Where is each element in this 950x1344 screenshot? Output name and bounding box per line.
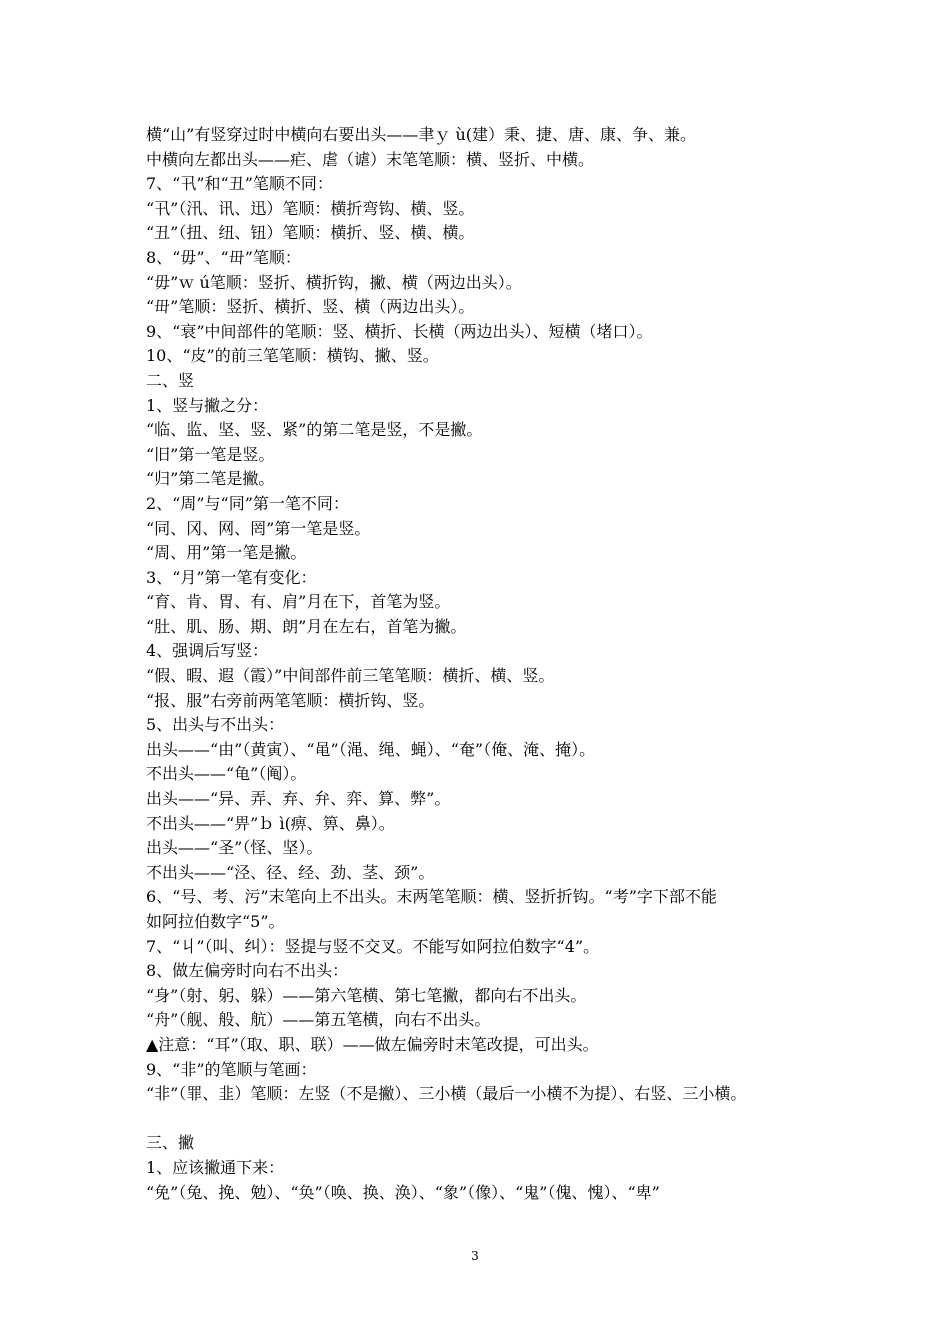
text-line: 8、“毋”、“毌”笔顺： (146, 247, 301, 267)
text-line: “丑”（扭、纽、钮）笔顺：横折、竖、横、横。 (146, 223, 475, 243)
text-line: 出头——“异、弄、弃、弁、弈、算、弊”。 (146, 789, 451, 809)
text-line: 2、“周”与“同”第一笔不同： (146, 493, 349, 513)
text-line: ▲注意：“耳”（取、职、联）——做左偏旁时末笔改提，可出头。 (146, 1034, 599, 1054)
text-line: 二、竖 (146, 370, 195, 390)
text-line: “报、服”右旁前两笔笔顺：横折钩、竖。 (146, 690, 435, 710)
text-line: 9、“非”的笔顺与笔画： (146, 1059, 317, 1079)
text-line: 不出头——“龟”（阄）。 (146, 764, 307, 784)
text-line: 8、做左偏旁时向右不出头： (146, 961, 349, 981)
text-line: 3、“月”第一笔有变化： (146, 567, 317, 587)
text-line: “卂”（汛、讯、迅）笔顺：横折弯钩、横、竖。 (146, 198, 475, 218)
text-line: 7、“卂”和“丑”笔顺不同： (146, 174, 333, 194)
text-line: 出头——“圣”（怪、坚）。 (146, 838, 323, 858)
text-line: “毌”笔顺：竖折、横折、竖、横（两边出头）。 (146, 297, 475, 317)
text-line: “旧”第一笔是竖。 (146, 444, 275, 464)
text-line: “舟”（舰、般、航）——第五笔横，向右不出头。 (146, 1010, 491, 1030)
text-line: 9、“衰”中间部件的笔顺：竖、横折、长横（两边出头）、短横（堵口）。 (146, 321, 653, 341)
text-line: 1、应该撇通下来： (146, 1157, 285, 1177)
text-line: “肚、肌、肠、期、朗”月在左右，首笔为撇。 (146, 616, 467, 636)
text-line: “假、暇、遐（霞）”中间部件前三笔笔顺：横折、横、竖。 (146, 666, 555, 686)
text-line: “临、监、坚、竖、紧”的第二笔是竖，不是撇。 (146, 420, 483, 440)
text-line: 1、竖与撇之分： (146, 395, 269, 415)
text-line: “育、肯、胃、有、肩”月在下，首笔为竖。 (146, 592, 451, 612)
text-line: 6、“号、考、污”末笔向上不出头。末两笔笔顺：横、竖折折钩。“考”字下部不能 (146, 887, 717, 907)
text-line: “免”（兔、挽、勉）、“奂”（唤、换、涣）、“象”（像）、“鬼”（傀、愧）、“卑” (146, 1182, 660, 1202)
text-line: “同、冈、网、罔”第一笔是竖。 (146, 518, 371, 538)
text-line: 横“山”有竖穿过时中横向右要出头——聿ｙ ù(建）秉、捷、唐、康、争、兼。 (146, 125, 696, 144)
document-body (146, 123, 836, 1205)
text-line: “毋”ｗ ú笔顺：竖折、横折钩，撇、横（两边出头）。 (146, 272, 522, 292)
text-line: 不出头——“泾、径、经、劲、茎、颈”。 (146, 862, 435, 882)
text-line: “周、用”第一笔是撇。 (146, 543, 307, 563)
text-line: 7、“丩”（叫、纠）：竖提与竖不交叉。不能写如阿拉伯数字“4”。 (146, 936, 600, 956)
text-line: 5、出头与不出头： (146, 715, 285, 735)
text-line: 出头——“由”（黄寅）、“黾”（渑、绳、蝇）、“奄”（俺、淹、掩）。 (146, 739, 596, 759)
text-line: 中横向左都出头——疟、虐（谑）末笔笔顺：横、竖折、中横。 (146, 149, 595, 169)
text-line (146, 1107, 836, 1132)
text-line: “归”第二笔是撇。 (146, 469, 275, 489)
text-line: 三、撇 (146, 1133, 195, 1153)
text-line: “非”（罪、韭）笔顺：左竖（不是撇）、三小横（最后一小横不为提）、右竖、三小横。 (146, 1084, 747, 1104)
text-line: 如阿拉伯数字“5”。 (146, 912, 285, 931)
text-line: 4、强调后写竖： (146, 641, 269, 661)
text-line: “身”（射、躬、躲）——第六笔横、第七笔撇，都向右不出头。 (146, 985, 587, 1005)
text-line: 不出头——“畀”ｂ ì(痹、箅、鼻）。 (146, 813, 395, 833)
text-line: 10、“皮”的前三笔笔顺：横钩、撇、竖。 (146, 346, 439, 366)
page-number: 3 (471, 1249, 479, 1263)
